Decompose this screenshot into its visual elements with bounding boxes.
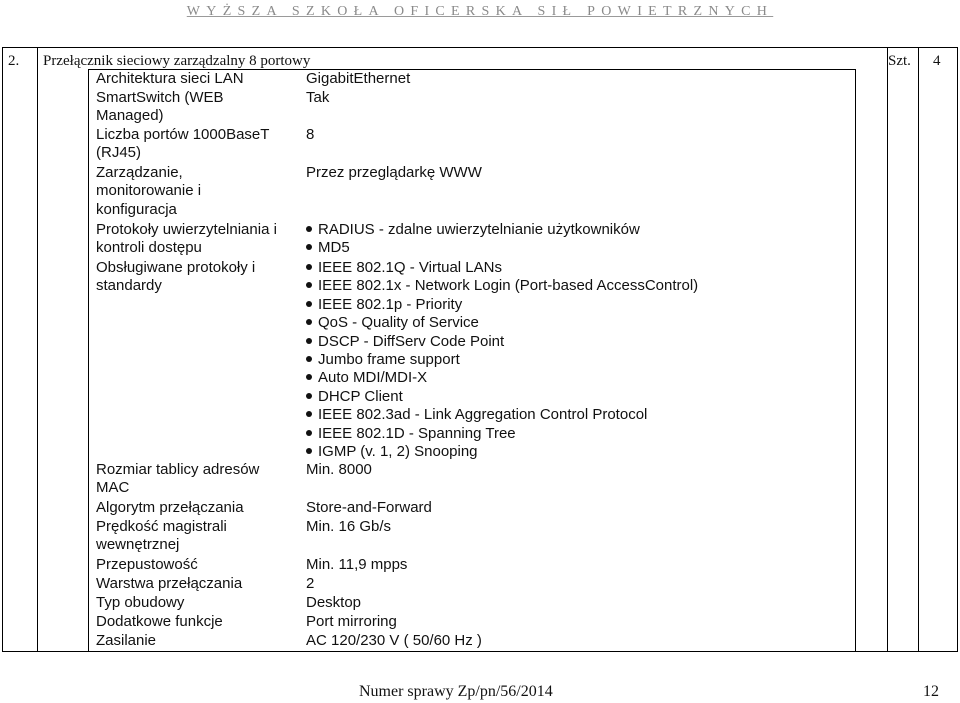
list-item: IEEE 802.3ad - Link Aggregation Control Protocol bbox=[306, 406, 698, 424]
spec-label-lan-architecture: Architektura sieci LAN bbox=[96, 70, 244, 87]
spec-value-mac-table: Min. 8000 bbox=[306, 461, 372, 478]
spec-value-enclosure-type: Desktop bbox=[306, 594, 362, 611]
spec-label-mac-table: Rozmiar tablicy adresów MAC bbox=[96, 461, 260, 497]
page-number: 12 bbox=[923, 683, 939, 700]
spec-value-port-count: 8 bbox=[306, 126, 315, 143]
bullet-icon bbox=[306, 338, 312, 344]
bullet-icon bbox=[306, 226, 312, 232]
list-item: IEEE 802.1x - Network Login (Port-based AccessControl) bbox=[306, 277, 698, 295]
list-item: QoS - Quality of Service bbox=[306, 314, 698, 332]
bullet-icon bbox=[306, 319, 312, 325]
spec-value-switching-algorithm: Store-and-Forward bbox=[306, 499, 432, 516]
spec-value-extra-features: Port mirroring bbox=[306, 613, 397, 630]
item-number: 2. bbox=[8, 53, 20, 69]
spec-label-management: Zarządzanie, monitorowanie i konfiguracja bbox=[96, 164, 202, 218]
spec-value-bus-speed: Min. 16 Gb/s bbox=[306, 518, 392, 535]
spec-label-switching-layer: Warstwa przełączania bbox=[96, 575, 243, 592]
list-item: IEEE 802.1p - Priority bbox=[306, 296, 698, 314]
case-number: Numer sprawy Zp/pn/56/2014 bbox=[359, 683, 553, 700]
spec-label-switching-algorithm: Algorytm przełączania bbox=[96, 499, 244, 516]
spec-label-enclosure-type: Typ obudowy bbox=[96, 594, 185, 611]
bullet-icon bbox=[306, 374, 312, 380]
bullet-icon bbox=[306, 264, 312, 270]
spec-label-bus-speed: Prędkość magistrali wewnętrznej bbox=[96, 518, 227, 554]
bullet-icon bbox=[306, 430, 312, 436]
spec-list-supported-standards bbox=[306, 259, 698, 461]
spec-label-throughput: Przepustowość bbox=[96, 556, 198, 573]
item-quantity: 4 bbox=[933, 53, 941, 69]
spec-label-auth-protocols: Protokoły uwierzytelniania i kontroli dostępu bbox=[96, 221, 277, 257]
list-item: DSCP - DiffServ Code Point bbox=[306, 333, 698, 351]
list-item: Jumbo frame support bbox=[306, 351, 698, 369]
bullet-icon bbox=[306, 301, 312, 307]
spec-list-auth-protocols bbox=[306, 221, 640, 258]
bullet-icon bbox=[306, 448, 312, 454]
spec-value-power: AC 120/230 V ( 50/60 Hz ) bbox=[306, 632, 482, 649]
item-unit: Szt. bbox=[888, 53, 911, 69]
spec-label-port-count: Liczba portów 1000BaseT (RJ45) bbox=[96, 126, 270, 162]
bullet-icon bbox=[306, 411, 312, 417]
spec-label-smartswitch: SmartSwitch (WEB Managed) bbox=[96, 89, 224, 125]
bullet-icon bbox=[306, 244, 312, 250]
list-item: DHCP Client bbox=[306, 388, 698, 406]
list-item: IGMP (v. 1, 2) Snooping bbox=[306, 443, 698, 461]
spec-label-power: Zasilanie bbox=[96, 632, 157, 649]
list-item: RADIUS - zdalne uwierzytelnianie użytkowników bbox=[306, 221, 640, 239]
school-header: WYŻSZA SZKOŁA OFICERSKA SIŁ POWIETRZNYCH bbox=[186, 4, 774, 19]
spec-value-switching-layer: 2 bbox=[306, 575, 315, 592]
spec-label-extra-features: Dodatkowe funkcje bbox=[96, 613, 223, 630]
item-name: Przełącznik sieciowy zarządzalny 8 portowy bbox=[43, 53, 311, 69]
bullet-icon bbox=[306, 356, 312, 362]
spec-label-supported-standards: Obsługiwane protokoły i standardy bbox=[96, 259, 256, 295]
bullet-icon bbox=[306, 393, 312, 399]
spec-value-management: Przez przeglądarkę WWW bbox=[306, 164, 482, 181]
list-item: IEEE 802.1D - Spanning Tree bbox=[306, 425, 698, 443]
list-item: IEEE 802.1Q - Virtual LANs bbox=[306, 259, 698, 277]
spec-value-lan-architecture: GigabitEthernet bbox=[306, 70, 411, 87]
bullet-icon bbox=[306, 282, 312, 288]
spec-value-smartswitch: Tak bbox=[306, 89, 330, 106]
spec-value-throughput: Min. 11,9 mpps bbox=[306, 556, 408, 573]
list-item: Auto MDI/MDI-X bbox=[306, 369, 698, 387]
list-item: MD5 bbox=[306, 239, 640, 257]
